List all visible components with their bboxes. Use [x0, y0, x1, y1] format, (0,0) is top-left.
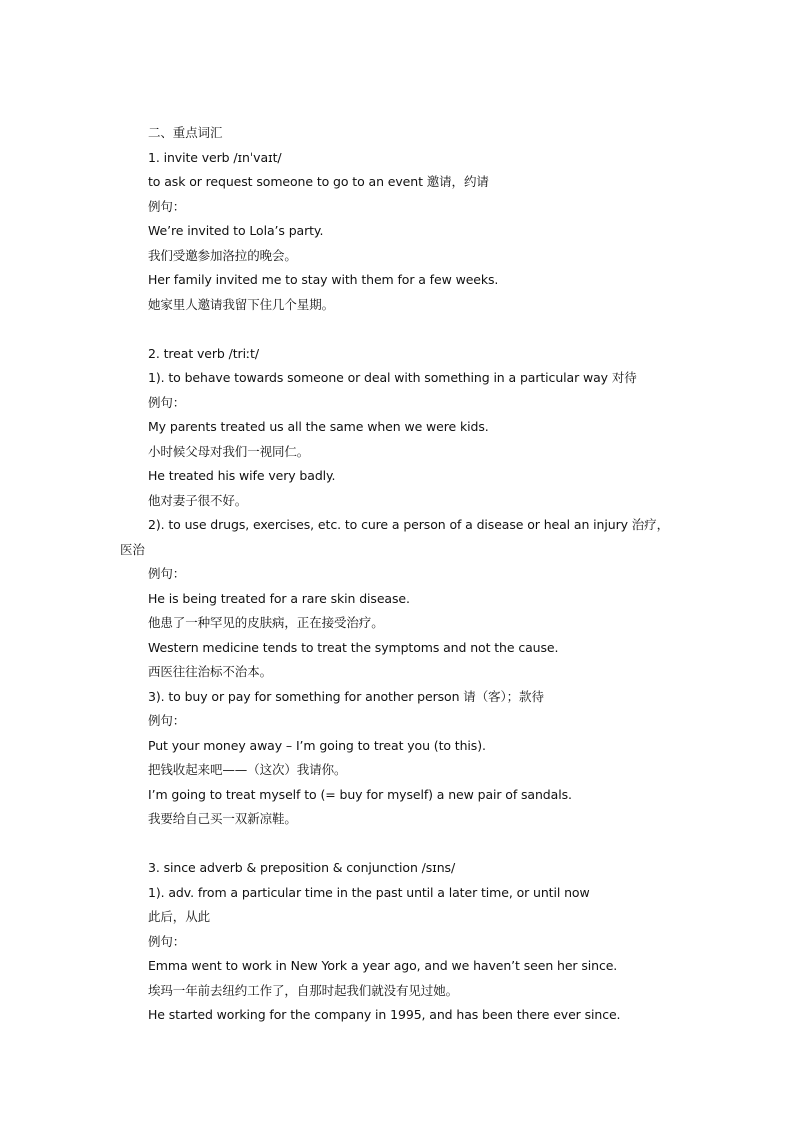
text-line: We’re invited to Lola’s party.	[148, 223, 324, 238]
text-line: 他患了一种罕见的皮肤病，正在接受治疗。	[148, 615, 384, 630]
text-line: Her family invited me to stay with them for a few weeks.	[148, 272, 499, 287]
text-line: 2). to use drugs, exercises, etc. to cure a person of a disease or heal an injury 治疗，	[148, 517, 669, 532]
text-line: I’m going to treat myself to (= buy for myself) a new pair of sandals.	[148, 786, 572, 802]
text-line: 1). to behave towards someone or deal with something in a particular way 对待	[148, 370, 637, 385]
text-line: He treated his wife very badly.	[148, 468, 336, 483]
text-line: Put your money away – I’m going to treat you (to this).	[148, 737, 486, 753]
text-line: 1. invite verb /ɪnˈvaɪt/	[148, 149, 282, 165]
text-line: 例句：	[148, 713, 186, 728]
text-line: 二、重点词汇	[148, 125, 223, 140]
text-line: Emma went to work in New York a year ago, and we haven’t seen her since.	[148, 958, 618, 973]
text-line: 例句：	[148, 933, 186, 949]
text-line: 例句：	[148, 198, 186, 214]
text-line: 1). adv. from a particular time in the past until a later time, or until now	[148, 884, 590, 900]
text-line: He started working for the company in 1995, and has been there ever since.	[148, 1007, 621, 1022]
text-line: He is being treated for a rare skin disease.	[148, 590, 410, 606]
text-line: 此后，从此	[148, 909, 211, 924]
text-line: 例句：	[148, 394, 186, 410]
text-line: My parents treated us all the same when we were kids.	[148, 419, 489, 434]
text-line: 小时候父母对我们一视同仁。	[148, 443, 310, 459]
text-line: 我要给自己买一双新凉鞋。	[148, 811, 297, 826]
text-line: 埃玛一年前去纽约工作了，自那时起我们就没有见过她。	[148, 982, 459, 998]
text-line: Western medicine tends to treat the symptoms and not the cause.	[148, 639, 559, 655]
text-line: 医治	[120, 541, 145, 557]
text-line: 他对妻子很不好。	[148, 492, 248, 508]
text-line: 3. since adverb & preposition & conjunction /sɪns/	[148, 860, 456, 875]
document-body	[0, 121, 794, 1028]
text-line: 2. treat verb /triːt/	[148, 345, 259, 361]
text-line: 把钱收起来吧——（这次）我请你。	[148, 762, 347, 777]
text-line: 我们受邀参加洛拉的晚会。	[148, 247, 297, 263]
text-line: to ask or request someone to go to an event 邀请，约请	[148, 174, 489, 189]
blank-line	[0, 832, 794, 857]
text-line: 3). to buy or pay for something for another person 请（客）；款待	[148, 688, 544, 704]
text-line: 西医往往治标不治本。	[148, 664, 273, 679]
text-line: 她家里人邀请我留下住几个星期。	[148, 296, 335, 312]
blank-line	[0, 317, 794, 342]
text-line: 例句：	[148, 566, 186, 581]
